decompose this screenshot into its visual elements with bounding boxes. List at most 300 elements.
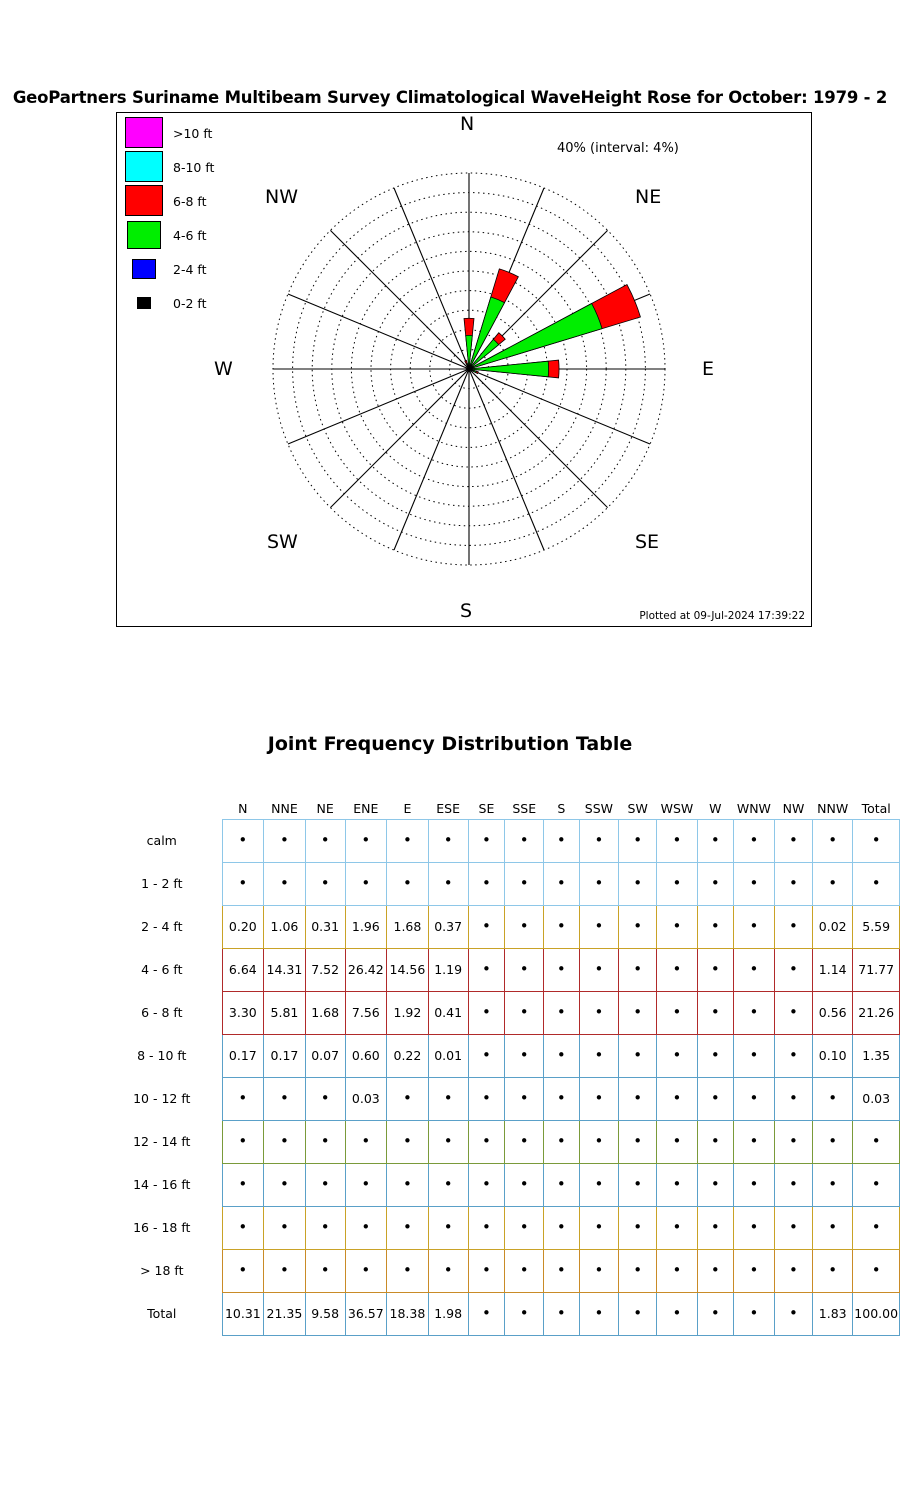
table-cell — [264, 1077, 306, 1120]
radial-scale-note: 40% (interval: 4%) — [557, 141, 679, 156]
empty-value-dot: • — [402, 831, 412, 849]
empty-value-dot: • — [556, 831, 566, 849]
table-cell — [222, 1249, 264, 1292]
table-row — [116, 819, 900, 862]
empty-value-dot: • — [556, 1046, 566, 1064]
table-cell — [813, 862, 853, 905]
empty-value-dot: • — [280, 1132, 289, 1150]
table-cell — [579, 1249, 619, 1292]
table-cell — [853, 1206, 900, 1249]
table-cell: 0.10 — [813, 1034, 853, 1077]
empty-value-dot: • — [594, 960, 604, 978]
empty-value-dot: • — [320, 1218, 330, 1236]
table-cell: 7.52 — [305, 948, 345, 991]
table-cell: 1.83 — [813, 1292, 853, 1335]
empty-value-dot: • — [749, 1089, 759, 1107]
empty-value-dot: • — [672, 1046, 682, 1064]
compass-label-s: S — [460, 600, 473, 622]
corner-cell — [116, 795, 222, 819]
table-cell: 1.98 — [428, 1292, 468, 1335]
empty-value-dot: • — [672, 1132, 682, 1150]
table-cell — [505, 1249, 544, 1292]
empty-value-dot: • — [828, 1218, 838, 1236]
plotted-timestamp: Plotted at 09-Jul-2024 17:39:22 — [639, 610, 805, 622]
table-cell — [733, 1292, 774, 1335]
table-cell — [345, 862, 387, 905]
table-cell — [222, 1077, 264, 1120]
empty-value-dot: • — [556, 1175, 566, 1193]
table-cell — [428, 1249, 468, 1292]
table-cell: 0.07 — [305, 1034, 345, 1077]
table-row — [116, 991, 900, 1034]
table-cell — [305, 1120, 345, 1163]
empty-value-dot: • — [749, 1175, 759, 1193]
table-cell — [428, 819, 468, 862]
table-row — [116, 1292, 900, 1335]
table-cell: 100.00 — [853, 1292, 900, 1335]
table-cell — [387, 1206, 429, 1249]
col-header-wnw: WNW — [736, 800, 771, 816]
table-cell — [579, 1120, 619, 1163]
empty-value-dot: • — [710, 1175, 720, 1193]
table-cell — [544, 948, 580, 991]
empty-value-dot: • — [828, 1175, 838, 1193]
table-cell: 26.42 — [345, 948, 387, 991]
empty-value-dot: • — [710, 831, 720, 849]
table-cell — [619, 1120, 657, 1163]
table-cell — [697, 905, 733, 948]
empty-value-dot: • — [789, 1304, 798, 1322]
empty-value-dot: • — [594, 1132, 604, 1150]
table-cell — [264, 819, 306, 862]
table-body — [116, 819, 900, 1335]
legend-swatch-6to8ft — [125, 185, 163, 216]
empty-value-dot: • — [710, 874, 720, 892]
table-cell: 21.26 — [853, 991, 900, 1034]
table-cell — [657, 1163, 698, 1206]
empty-value-dot: • — [633, 1261, 643, 1279]
table-cell — [468, 819, 505, 862]
table-cell — [657, 1120, 698, 1163]
table-cell — [733, 1077, 774, 1120]
table-cell — [387, 819, 429, 862]
table-cell — [264, 1163, 306, 1206]
table-cell — [544, 1249, 580, 1292]
row-header: 2 - 4 ft — [141, 919, 183, 934]
row-header: Total — [147, 1306, 177, 1321]
empty-value-dot: • — [402, 1089, 412, 1107]
table-cell — [468, 905, 505, 948]
empty-value-dot: • — [871, 1261, 881, 1279]
empty-value-dot: • — [519, 1304, 529, 1322]
table-cell: 0.60 — [345, 1034, 387, 1077]
table-cell: 1.14 — [813, 948, 853, 991]
empty-value-dot: • — [443, 1175, 453, 1193]
empty-value-dot: • — [482, 1304, 491, 1322]
col-header-wsw: WSW — [660, 800, 694, 816]
empty-value-dot: • — [443, 1261, 453, 1279]
empty-value-dot: • — [871, 1175, 881, 1193]
table-cell — [657, 1249, 698, 1292]
table-cell — [345, 1163, 387, 1206]
legend-label-0to2ft: 0-2 ft — [173, 296, 207, 311]
table-cell — [222, 862, 264, 905]
compass-label-ne: NE — [635, 186, 662, 208]
table-cell: 71.77 — [853, 948, 900, 991]
table-cell — [774, 1077, 812, 1120]
table-cell: 0.17 — [222, 1034, 264, 1077]
table-cell: 0.22 — [387, 1034, 429, 1077]
empty-value-dot: • — [238, 1175, 248, 1193]
empty-value-dot: • — [710, 1003, 720, 1021]
empty-value-dot: • — [789, 1261, 798, 1279]
table-cell — [544, 1163, 580, 1206]
legend-swatch-4to6ft — [127, 221, 161, 249]
empty-value-dot: • — [828, 831, 838, 849]
table-cell — [579, 819, 619, 862]
empty-value-dot: • — [710, 1089, 720, 1107]
empty-value-dot: • — [749, 1046, 759, 1064]
table-cell — [733, 1034, 774, 1077]
table-cell — [733, 905, 774, 948]
table-cell — [813, 819, 853, 862]
col-header-nnw: NNW — [817, 800, 849, 816]
compass-label-nw: NW — [265, 186, 298, 208]
row-header: 4 - 6 ft — [141, 962, 183, 977]
empty-value-dot: • — [594, 1261, 604, 1279]
empty-value-dot: • — [482, 960, 491, 978]
empty-value-dot: • — [594, 874, 604, 892]
empty-value-dot: • — [238, 874, 248, 892]
row-header: > 18 ft — [140, 1263, 184, 1278]
table-cell — [813, 1120, 853, 1163]
empty-value-dot: • — [672, 874, 682, 892]
table-cell — [264, 1249, 306, 1292]
table-cell: 36.57 — [345, 1292, 387, 1335]
legend-label-6to8ft: 6-8 ft — [173, 194, 207, 209]
empty-value-dot: • — [672, 1175, 682, 1193]
empty-value-dot: • — [482, 874, 491, 892]
table-cell: 3.30 — [222, 991, 264, 1034]
table-cell — [813, 1249, 853, 1292]
col-header-nw: NW — [782, 800, 805, 816]
empty-value-dot: • — [556, 917, 566, 935]
table-row — [116, 1120, 900, 1163]
table-row — [116, 1249, 900, 1292]
legend-item — [125, 151, 285, 185]
empty-value-dot: • — [594, 1175, 604, 1193]
table-cell — [774, 1249, 812, 1292]
empty-value-dot: • — [320, 1261, 330, 1279]
empty-value-dot: • — [443, 831, 453, 849]
table-cell — [222, 1206, 264, 1249]
legend-swatch-0to2ft — [137, 297, 151, 309]
empty-value-dot: • — [482, 1261, 491, 1279]
table-title: Joint Frequency Distribution Table — [267, 733, 633, 755]
empty-value-dot: • — [633, 874, 643, 892]
empty-value-dot: • — [361, 874, 371, 892]
empty-value-dot: • — [238, 831, 248, 849]
empty-value-dot: • — [828, 1132, 838, 1150]
table-cell: 1.92 — [387, 991, 429, 1034]
table-cell — [305, 1249, 345, 1292]
empty-value-dot: • — [749, 831, 759, 849]
empty-value-dot: • — [519, 1132, 529, 1150]
table-cell: 10.31 — [222, 1292, 264, 1335]
empty-value-dot: • — [594, 1089, 604, 1107]
empty-value-dot: • — [482, 1003, 491, 1021]
table-cell: 7.56 — [345, 991, 387, 1034]
table-cell: 0.37 — [428, 905, 468, 948]
empty-value-dot: • — [871, 1218, 881, 1236]
table-cell: 0.17 — [264, 1034, 306, 1077]
table-cell — [579, 1034, 619, 1077]
table-cell: 0.20 — [222, 905, 264, 948]
col-header-e: E — [403, 800, 412, 816]
table-cell — [774, 1292, 812, 1335]
table-cell — [697, 1163, 733, 1206]
col-header-total: Total — [861, 800, 891, 816]
legend-item — [125, 287, 285, 321]
table-cell: 5.59 — [853, 905, 900, 948]
empty-value-dot: • — [280, 1218, 289, 1236]
empty-value-dot: • — [519, 1175, 529, 1193]
table-cell — [619, 1206, 657, 1249]
empty-value-dot: • — [749, 1003, 759, 1021]
empty-value-dot: • — [633, 1304, 643, 1322]
empty-value-dot: • — [594, 1218, 604, 1236]
empty-value-dot: • — [789, 1132, 798, 1150]
empty-value-dot: • — [482, 831, 491, 849]
empty-value-dot: • — [749, 1261, 759, 1279]
table-cell: 6.64 — [222, 948, 264, 991]
empty-value-dot: • — [238, 1218, 248, 1236]
empty-value-dot: • — [633, 1132, 643, 1150]
compass-label-se: SE — [635, 531, 660, 553]
empty-value-dot: • — [710, 1304, 720, 1322]
table-cell: 1.35 — [853, 1034, 900, 1077]
table-cell — [544, 991, 580, 1034]
empty-value-dot: • — [710, 1046, 720, 1064]
empty-value-dot: • — [633, 831, 643, 849]
empty-value-dot: • — [672, 1089, 682, 1107]
compass-label-sw: SW — [267, 531, 298, 553]
empty-value-dot: • — [402, 1132, 412, 1150]
table-cell — [544, 862, 580, 905]
legend-label-2to4ft: 2-4 ft — [173, 262, 207, 277]
table-cell — [468, 1077, 505, 1120]
empty-value-dot: • — [672, 1261, 682, 1279]
table-cell — [853, 1120, 900, 1163]
table-cell — [853, 1163, 900, 1206]
empty-value-dot: • — [443, 1089, 453, 1107]
table-cell — [579, 1163, 619, 1206]
empty-value-dot: • — [633, 1089, 643, 1107]
empty-value-dot: • — [361, 1132, 371, 1150]
table-cell — [697, 1249, 733, 1292]
empty-value-dot: • — [871, 1132, 881, 1150]
table-cell: 0.03 — [345, 1077, 387, 1120]
legend-label-gt10ft: >10 ft — [173, 126, 213, 141]
table-cell — [853, 819, 900, 862]
empty-value-dot: • — [320, 874, 330, 892]
col-header-nne: NNE — [271, 800, 298, 816]
table-cell — [774, 905, 812, 948]
table-cell: 1.19 — [428, 948, 468, 991]
empty-value-dot: • — [594, 1304, 604, 1322]
table-cell — [733, 1206, 774, 1249]
empty-value-dot: • — [482, 917, 491, 935]
col-header-ssw: SSW — [584, 800, 614, 816]
table-cell — [345, 1120, 387, 1163]
table-cell: 14.31 — [264, 948, 306, 991]
table-cell — [697, 991, 733, 1034]
table-cell — [774, 862, 812, 905]
table-cell — [657, 948, 698, 991]
empty-value-dot: • — [556, 1218, 566, 1236]
empty-value-dot: • — [402, 1175, 412, 1193]
table-cell: 0.03 — [853, 1077, 900, 1120]
empty-value-dot: • — [871, 874, 881, 892]
table-row — [116, 1206, 900, 1249]
table-cell — [387, 1120, 429, 1163]
empty-value-dot: • — [672, 831, 682, 849]
empty-value-dot: • — [672, 917, 682, 935]
empty-value-dot: • — [482, 1218, 491, 1236]
table-cell — [345, 1206, 387, 1249]
empty-value-dot: • — [789, 874, 798, 892]
table-cell — [305, 862, 345, 905]
empty-value-dot: • — [749, 1132, 759, 1150]
table-cell — [428, 1206, 468, 1249]
table-cell — [222, 1163, 264, 1206]
empty-value-dot: • — [519, 1046, 529, 1064]
empty-value-dot: • — [556, 1089, 566, 1107]
table-cell — [697, 948, 733, 991]
table-cell — [305, 1077, 345, 1120]
empty-value-dot: • — [519, 917, 529, 935]
empty-value-dot: • — [443, 1132, 453, 1150]
table-cell — [264, 1206, 306, 1249]
table-cell — [619, 991, 657, 1034]
table-cell — [619, 1292, 657, 1335]
wave-rose-panel — [116, 112, 812, 627]
empty-value-dot: • — [320, 1132, 330, 1150]
table-cell — [505, 1034, 544, 1077]
empty-value-dot: • — [280, 1089, 289, 1107]
table-cell — [733, 1249, 774, 1292]
empty-value-dot: • — [633, 917, 643, 935]
legend-item — [125, 253, 285, 287]
empty-value-dot: • — [789, 1089, 798, 1107]
compass-label-n: N — [460, 113, 475, 135]
empty-value-dot: • — [238, 1089, 248, 1107]
table-cell — [544, 819, 580, 862]
empty-value-dot: • — [519, 1089, 529, 1107]
empty-value-dot: • — [402, 1218, 412, 1236]
table-cell: 14.56 — [387, 948, 429, 991]
empty-value-dot: • — [789, 1218, 798, 1236]
table-cell: 0.01 — [428, 1034, 468, 1077]
empty-value-dot: • — [361, 1218, 371, 1236]
col-header-ese: ESE — [436, 800, 460, 816]
empty-value-dot: • — [361, 1261, 371, 1279]
table-row — [116, 1163, 900, 1206]
table-cell — [505, 819, 544, 862]
table-cell — [774, 1034, 812, 1077]
table-cell — [428, 1120, 468, 1163]
table-cell — [619, 1249, 657, 1292]
table-cell — [505, 1163, 544, 1206]
table-cell — [505, 1077, 544, 1120]
table-cell — [657, 862, 698, 905]
empty-value-dot: • — [238, 1132, 248, 1150]
table-cell — [468, 1034, 505, 1077]
table-cell: 9.58 — [305, 1292, 345, 1335]
table-cell — [579, 1077, 619, 1120]
table-cell — [264, 862, 306, 905]
empty-value-dot: • — [633, 1175, 643, 1193]
empty-value-dot: • — [710, 1261, 720, 1279]
table-cell — [468, 1163, 505, 1206]
empty-value-dot: • — [789, 960, 798, 978]
row-header: 1 - 2 ft — [141, 876, 183, 891]
empty-value-dot: • — [556, 960, 566, 978]
empty-value-dot: • — [361, 831, 371, 849]
empty-value-dot: • — [443, 1218, 453, 1236]
table-cell — [544, 1034, 580, 1077]
table-cell — [387, 862, 429, 905]
empty-value-dot: • — [519, 960, 529, 978]
table-cell — [345, 1249, 387, 1292]
empty-value-dot: • — [594, 1003, 604, 1021]
table-cell — [468, 862, 505, 905]
empty-value-dot: • — [672, 1003, 682, 1021]
table-cell — [733, 948, 774, 991]
empty-value-dot: • — [710, 1218, 720, 1236]
empty-value-dot: • — [710, 917, 720, 935]
table-cell — [505, 905, 544, 948]
table-cell: 1.68 — [305, 991, 345, 1034]
empty-value-dot: • — [320, 1175, 330, 1193]
compass-label-e: E — [702, 358, 715, 380]
table-cell — [468, 948, 505, 991]
table-cell — [305, 1163, 345, 1206]
empty-value-dot: • — [556, 874, 566, 892]
empty-value-dot: • — [633, 1046, 643, 1064]
legend-swatch-gt10ft — [125, 117, 163, 148]
table-cell — [774, 1163, 812, 1206]
empty-value-dot: • — [402, 1261, 412, 1279]
empty-value-dot: • — [749, 1218, 759, 1236]
table-cell — [579, 1292, 619, 1335]
empty-value-dot: • — [443, 874, 453, 892]
table-row — [116, 862, 900, 905]
table-cell: 1.68 — [387, 905, 429, 948]
empty-value-dot: • — [519, 1003, 529, 1021]
table-cell: 18.38 — [387, 1292, 429, 1335]
table-cell: 5.81 — [264, 991, 306, 1034]
table-cell — [544, 1077, 580, 1120]
table-cell — [657, 1206, 698, 1249]
row-header: 8 - 10 ft — [137, 1048, 187, 1063]
table-cell — [697, 862, 733, 905]
table-cell: 0.41 — [428, 991, 468, 1034]
empty-value-dot: • — [556, 1304, 566, 1322]
col-header-sse: SSE — [512, 800, 537, 816]
empty-value-dot: • — [556, 1261, 566, 1279]
joint-frequency-table — [116, 795, 900, 1336]
